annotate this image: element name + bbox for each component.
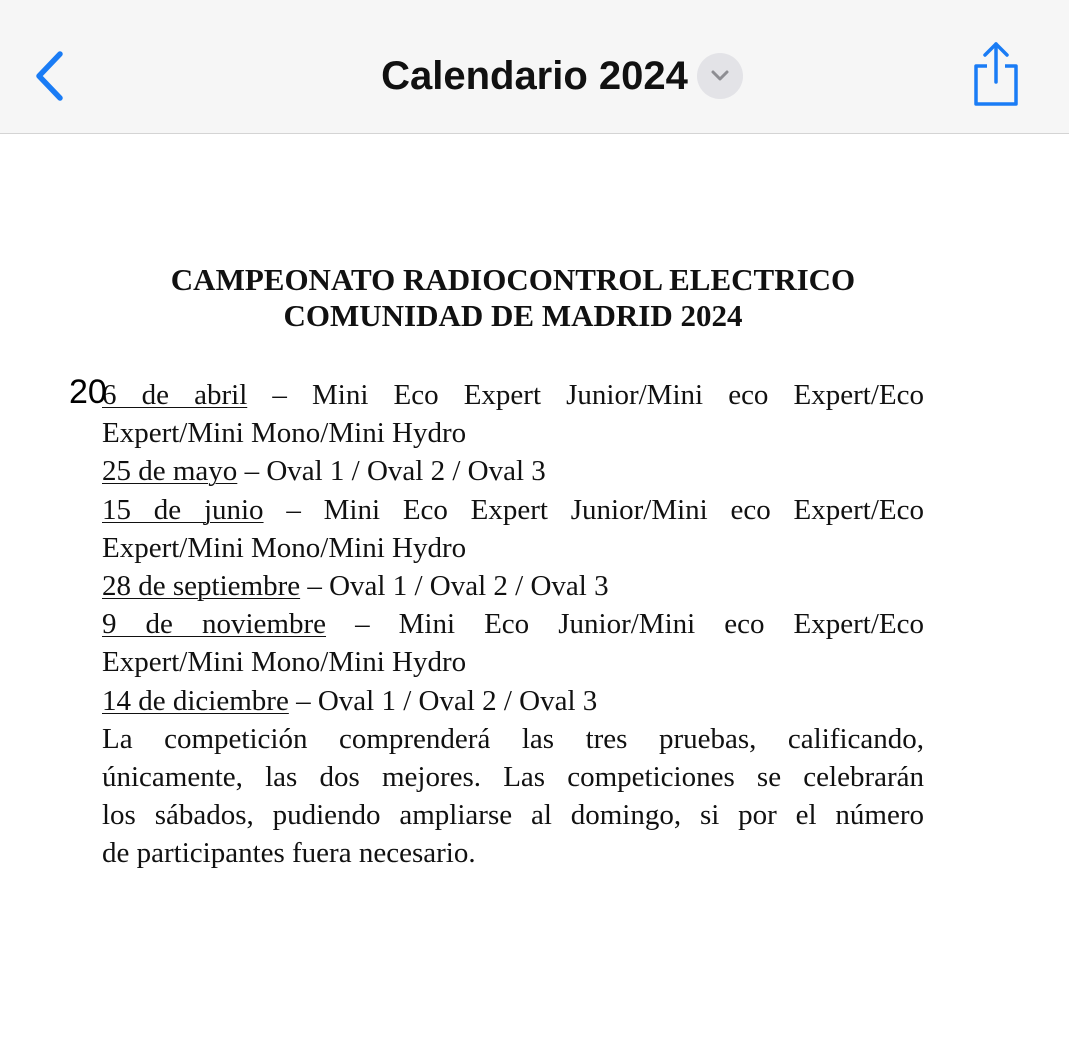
page-title[interactable]: Calendario 2024 <box>381 54 688 98</box>
paragraph-line: La competición comprenderá las tres pruebas, calificando, <box>102 722 924 755</box>
nav-title-container <box>0 48 1069 104</box>
heading-line-2: COMUNIDAD DE MADRID 2024 <box>283 298 743 333</box>
event-line <box>102 452 924 490</box>
event-line <box>102 376 924 414</box>
event-categories: – Mini Eco Expert Junior/Mini eco Expert/Eco <box>263 493 924 526</box>
overlay-number: 20 <box>69 373 107 411</box>
event-date: 6 de abril <box>102 379 248 411</box>
event-line <box>102 491 924 529</box>
event-date: 14 de diciembre <box>102 684 289 717</box>
event-categories: – Oval 1 / Oval 2 / Oval 3 <box>237 455 546 488</box>
back-button[interactable] <box>30 48 74 104</box>
event-line <box>102 567 924 605</box>
share-button[interactable] <box>968 40 1024 108</box>
event-categories: – Oval 1 / Oval 2 / Oval 3 <box>288 684 598 717</box>
paragraph-line: los sábados, pudiendo ampliarse al domingo, si por el número <box>102 799 924 832</box>
chevron-down-icon <box>710 68 730 84</box>
document-body <box>102 376 924 872</box>
heading-line-1: CAMPEONATO RADIOCONTROL ELECTRICO <box>170 262 856 297</box>
document-page[interactable] <box>0 134 1069 1058</box>
event-line-continuation: Expert/Mini Mono/Mini Hydro <box>102 646 467 679</box>
event-date: 25 de mayo <box>102 455 238 488</box>
share-icon <box>968 40 1024 108</box>
event-categories: – Mini Eco Expert Junior/Mini eco Expert/Eco <box>247 379 924 411</box>
event-line-continuation: Expert/Mini Mono/Mini Hydro <box>102 417 467 450</box>
chevron-left-icon <box>30 48 74 104</box>
document-heading <box>0 262 1026 334</box>
event-line <box>102 605 924 643</box>
paragraph-line: únicamente, las dos mejores. Las competiciones se celebrarán <box>102 760 924 793</box>
event-categories: – Oval 1 / Oval 2 / Oval 3 <box>300 569 609 602</box>
event-date: 15 de junio <box>102 493 264 526</box>
event-date: 28 de septiembre <box>102 569 301 602</box>
navigation-bar <box>0 0 1069 134</box>
event-line-continuation: Expert/Mini Mono/Mini Hydro <box>102 531 467 564</box>
event-line <box>102 682 924 720</box>
paragraph-line: de participantes fuera necesario. <box>102 837 476 870</box>
event-date: 9 de noviembre <box>102 608 327 641</box>
event-categories: – Mini Eco Junior/Mini eco Expert/Eco <box>326 608 924 641</box>
title-menu-button[interactable] <box>697 53 743 99</box>
